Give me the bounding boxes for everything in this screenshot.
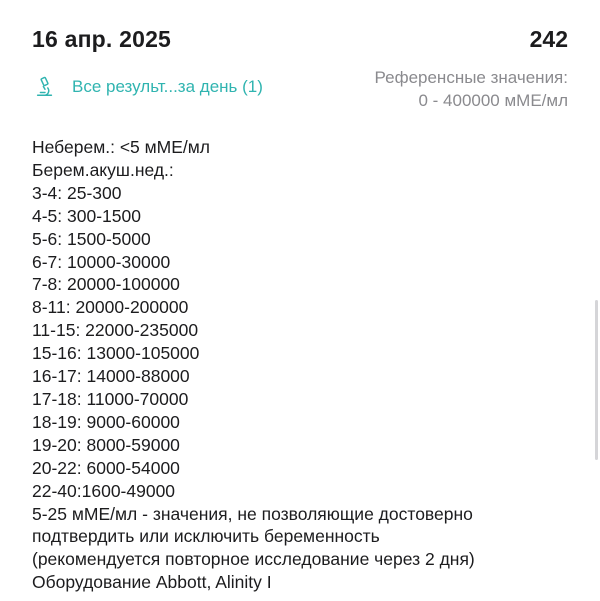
note-line: 20-22: 6000-54000 [32, 457, 180, 478]
note-line: Берем.акуш.нед.: [32, 159, 174, 180]
note-line: (рекомендуется повторное исследование через 2 дня) [32, 549, 475, 570]
note-line: 3-4: 25-300 [32, 182, 122, 203]
note-line: 5-6: 1500-5000 [32, 228, 151, 249]
result-subheader [32, 66, 568, 116]
result-value: 242 [529, 26, 568, 52]
all-results-link[interactable] [34, 76, 263, 98]
reference-range: 0 - 400000 мМЕ/мл [418, 91, 568, 110]
note-line: 6-7: 10000-30000 [32, 251, 171, 272]
note-line: 7-8: 20000-100000 [32, 274, 180, 295]
result-date: 16 апр. 2025 [32, 26, 172, 52]
note-line: 18-19: 9000-60000 [32, 411, 180, 432]
reference-label: Референсные значения: [374, 68, 568, 87]
all-results-label: Все результ...за день (1) [72, 77, 263, 96]
note-line: подтвердить или исключить беременность [32, 526, 380, 547]
note-line: 8-11: 20000-200000 [32, 297, 189, 318]
note-line: 15-16: 13000-105000 [32, 343, 200, 364]
note-line: Неберем.: <5 мМЕ/мл [32, 137, 211, 157]
note-line: 4-5: 300-1500 [32, 205, 141, 226]
microscope-icon [34, 76, 56, 98]
result-notes [32, 136, 580, 594]
note-line: 19-20: 8000-59000 [32, 434, 180, 455]
reference-values [375, 66, 568, 112]
result-header [32, 26, 568, 60]
note-line: 17-18: 11000-70000 [32, 388, 189, 409]
note-line: Оборудование Abbott, Alinity I [32, 572, 272, 593]
note-line: 16-17: 14000-88000 [32, 366, 190, 387]
scrollbar[interactable] [595, 300, 598, 460]
note-line: 5-25 мМЕ/мл - значения, не позволяющие достоверно [32, 503, 473, 524]
note-line: 22-40:1600-49000 [32, 480, 176, 501]
note-line: 11-15: 22000-235000 [32, 320, 199, 341]
